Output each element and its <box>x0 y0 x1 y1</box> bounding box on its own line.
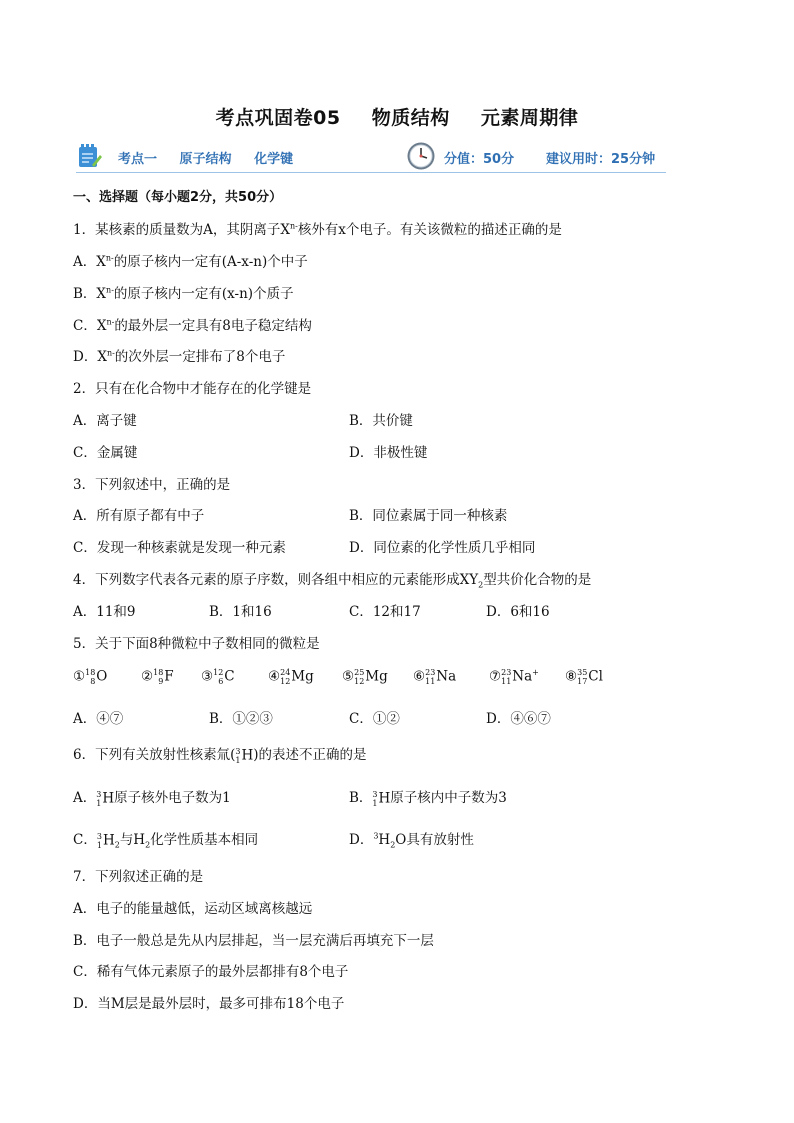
q6-stem-b: )的表述不正确的是 <box>253 747 367 763</box>
q5-particle-atomic-number: 6 <box>218 677 224 686</box>
q5-particle-mass: 35 <box>577 668 588 677</box>
q5-particle-mass: 23 <box>501 668 512 677</box>
q5-particle-number: ④ <box>268 668 281 685</box>
q1-a-text: 的原子核内一定有(A-x-n)个中子 <box>113 254 308 270</box>
q4-stem <box>73 568 591 590</box>
q6-a-isotope <box>96 790 114 808</box>
q6-a-pre: A． <box>73 790 97 806</box>
q6-c-pre: C． <box>73 832 97 848</box>
q5-particle-mass: 12 <box>213 668 224 677</box>
q6-c-sub2: 2 <box>145 840 151 850</box>
q1-charge: n- <box>289 221 298 231</box>
q6-a-number: 1 <box>96 798 102 808</box>
q1-option-d <box>73 345 285 365</box>
q6-stem-a: 6．下列有关放射性核素氚( <box>73 747 236 763</box>
q1-b-charge: n- <box>106 285 114 295</box>
q7-option-a: A．电子的能量越低，运动区域离核越远 <box>73 901 313 917</box>
q5-particle-number: ② <box>141 668 154 685</box>
q1-option-b <box>73 282 294 302</box>
q5-particle-number: ③ <box>201 668 214 685</box>
q5-particle-symbol: Na <box>512 668 533 685</box>
q5-particle-mass: 23 <box>425 668 436 677</box>
q5-particle-mass: 25 <box>354 668 365 677</box>
q6-option-c <box>73 828 258 850</box>
q6-b-text: 原子核内中子数为3 <box>390 790 507 806</box>
q5-particle-symbol: C <box>224 668 235 685</box>
q5-particle-isotope <box>354 668 388 686</box>
q1-b-text: 的原子核内一定有(x-n)个质子 <box>113 286 294 302</box>
q6-c-mid: 与H <box>119 832 146 848</box>
q6-d-sub: 2 <box>390 840 396 850</box>
q6-b-isotope <box>372 790 390 808</box>
q5-particle-isotope <box>501 668 539 686</box>
section-heading: 一、选择题（每小题2分，共50分） <box>73 190 283 205</box>
notepad-icon <box>78 143 102 169</box>
q5-particle-atomic-number: 12 <box>354 677 365 686</box>
topic-labels <box>118 148 311 167</box>
q1-stem-b: 核外有x个电子。有关该微粒的描述正确的是 <box>297 222 562 238</box>
q3-option-b: B．同位素属于同一种核素 <box>349 508 508 524</box>
q6-c-number: 1 <box>96 840 102 850</box>
q6-option-a <box>73 786 231 808</box>
q1-a-pre: A．X <box>73 254 106 270</box>
title-part-3: 元素周期律 <box>480 107 579 129</box>
q5-particle-mass: 18 <box>153 668 164 677</box>
q7-option-b: B．电子一般总是先从内层排起，当一层充满后再填充下一层 <box>73 933 434 949</box>
q5-particle-mass: 18 <box>85 668 96 677</box>
q6-iso-number: 1 <box>235 755 241 765</box>
q1-a-charge: n- <box>105 253 114 263</box>
q5-option-a: A．④⑦ <box>73 711 124 727</box>
q5-option-c: C．①② <box>349 711 400 727</box>
title-part-2: 物质结构 <box>371 107 450 129</box>
q5-particle-atomic-number: 17 <box>577 677 588 686</box>
q1-d-charge: n- <box>106 348 115 358</box>
q2-option-a: A．离子键 <box>73 413 137 429</box>
topic-header <box>76 140 666 173</box>
topic-number: 考点一 <box>118 152 158 167</box>
q1-d-pre: D．X <box>73 349 107 365</box>
q6-tritium <box>235 747 253 765</box>
q5-particle-number: ⑧ <box>565 668 578 685</box>
q6-d-symbol: H <box>378 832 391 848</box>
q4-option-d: D．6和16 <box>486 604 550 620</box>
q5-particle <box>342 668 388 686</box>
q4-formula-sub: 2 <box>478 580 484 590</box>
q5-particle <box>565 668 603 686</box>
q5-option-b: B．①②③ <box>209 711 273 727</box>
q1-c-charge: n- <box>106 317 115 327</box>
q5-particle-number: ① <box>73 668 86 685</box>
q6-c-text: 化学性质基本相同 <box>150 832 259 848</box>
q6-d-mass: 3 <box>373 831 379 841</box>
q5-particle-isotope <box>153 668 174 686</box>
q5-particle <box>141 668 174 686</box>
clock-icon <box>406 141 436 171</box>
title-part-1: 考点巩固卷05 <box>215 107 341 129</box>
q5-option-d: D．④⑥⑦ <box>486 711 551 727</box>
q6-a-symbol: H <box>102 790 115 806</box>
q5-particle <box>489 668 539 686</box>
q5-particle-isotope <box>213 668 235 686</box>
q2-option-d: D．非极性键 <box>349 445 428 461</box>
q6-c-symbol: H <box>102 832 115 848</box>
q1-stem <box>73 218 562 238</box>
q5-particle-number: ⑥ <box>413 668 426 685</box>
q4-option-c: C．12和17 <box>349 604 421 620</box>
q1-d-text: 的次外层一定排布了8个电子 <box>114 349 286 365</box>
q2-stem: 2．只有在化合物中才能存在的化学键是 <box>73 381 312 397</box>
q5-particle-isotope <box>85 668 107 686</box>
q5-particle <box>73 668 107 686</box>
topic-a: 原子结构 <box>179 152 232 167</box>
q5-particle-isotope <box>577 668 603 686</box>
q5-particle-atomic-number: 11 <box>425 677 436 686</box>
q6-iso-symbol: H <box>241 747 254 763</box>
q5-particle-isotope <box>425 668 456 686</box>
q2-option-c: C．金属键 <box>73 445 138 461</box>
q4-stem-a: 4．下列数字代表各元素的原子序数，则各组中相应的元素能形成 <box>73 572 460 588</box>
q5-particle-atomic-number: 9 <box>158 677 164 686</box>
q5-particle-symbol: Mg <box>291 668 314 685</box>
q5-particle-number: ⑦ <box>489 668 502 685</box>
q6-d-text: O具有放射性 <box>395 832 474 848</box>
q6-iso-mass: 3 <box>235 746 241 756</box>
q1-stem-a: 1．某核素的质量数为A，其阴离子X <box>73 222 290 238</box>
q6-c-isotope <box>97 832 115 850</box>
q5-particle <box>201 668 235 686</box>
q1-b-pre: B．X <box>73 286 107 302</box>
q5-particle-atomic-number: 12 <box>280 677 291 686</box>
q6-option-b <box>349 786 507 808</box>
q3-option-d: D．同位素的化学性质几乎相同 <box>349 540 536 556</box>
page-title <box>0 103 794 130</box>
q6-b-pre: B． <box>349 790 373 806</box>
q1-option-c <box>73 314 312 334</box>
q6-b-symbol: H <box>378 790 391 806</box>
q5-stem: 5．关于下面8种微粒中子数相同的微粒是 <box>73 636 320 652</box>
q5-particle-symbol: O <box>96 668 108 685</box>
q2-option-b: B．共价键 <box>349 413 413 429</box>
time-label: 建议用时：25分钟 <box>546 152 656 167</box>
q5-particle-symbol: Na <box>436 668 457 685</box>
q5-particle-atomic-number: 8 <box>90 677 96 686</box>
q1-option-a <box>73 250 308 270</box>
q4-option-b: B．1和16 <box>209 604 272 620</box>
q5-particle-symbol: Mg <box>365 668 388 685</box>
q6-c-sub1: 2 <box>114 840 120 850</box>
q6-c-mass: 3 <box>96 831 102 841</box>
q7-option-c: C．稀有气体元素原子的最外层都排有8个电子 <box>73 964 349 980</box>
q3-stem: 3．下列叙述中，正确的是 <box>73 477 231 493</box>
q5-particle-mass: 24 <box>280 668 291 677</box>
q5-particle-symbol: F <box>164 668 174 685</box>
q5-particle-isotope <box>280 668 314 686</box>
q6-d-pre: D． <box>349 832 374 848</box>
q5-particle-number: ⑤ <box>342 668 355 685</box>
q4-formula: XY <box>459 572 479 588</box>
q5-particle-charge: + <box>532 668 539 677</box>
q6-a-mass: 3 <box>96 789 102 799</box>
score-label: 分值：50分 <box>444 152 515 167</box>
q5-particle <box>268 668 314 686</box>
header-rule <box>76 172 666 173</box>
q6-option-d <box>349 828 474 850</box>
q6-a-text: 原子核外电子数为1 <box>114 790 231 806</box>
q7-stem: 7．下列叙述正确的是 <box>73 869 204 885</box>
q5-particle <box>413 668 456 686</box>
q5-particle-atomic-number: 11 <box>501 677 512 686</box>
q5-particle-symbol: Cl <box>588 668 603 685</box>
q6-b-mass: 3 <box>372 789 378 799</box>
q6-b-number: 1 <box>372 798 378 808</box>
q1-c-text: 的最外层一定具有8电子稳定结构 <box>114 318 312 334</box>
q3-option-c: C．发现一种核素就是发现一种元素 <box>73 540 286 556</box>
q4-stem-b: 型共价化合物的是 <box>483 572 592 588</box>
q1-c-pre: C．X <box>73 318 107 334</box>
topic-b: 化学键 <box>254 152 294 167</box>
q7-option-d: D．当M层是最外层时，最多可排布18个电子 <box>73 996 345 1012</box>
q4-option-a: A．11和9 <box>73 604 136 620</box>
q3-option-a: A．所有原子都有中子 <box>73 508 205 524</box>
q6-stem <box>73 743 367 765</box>
